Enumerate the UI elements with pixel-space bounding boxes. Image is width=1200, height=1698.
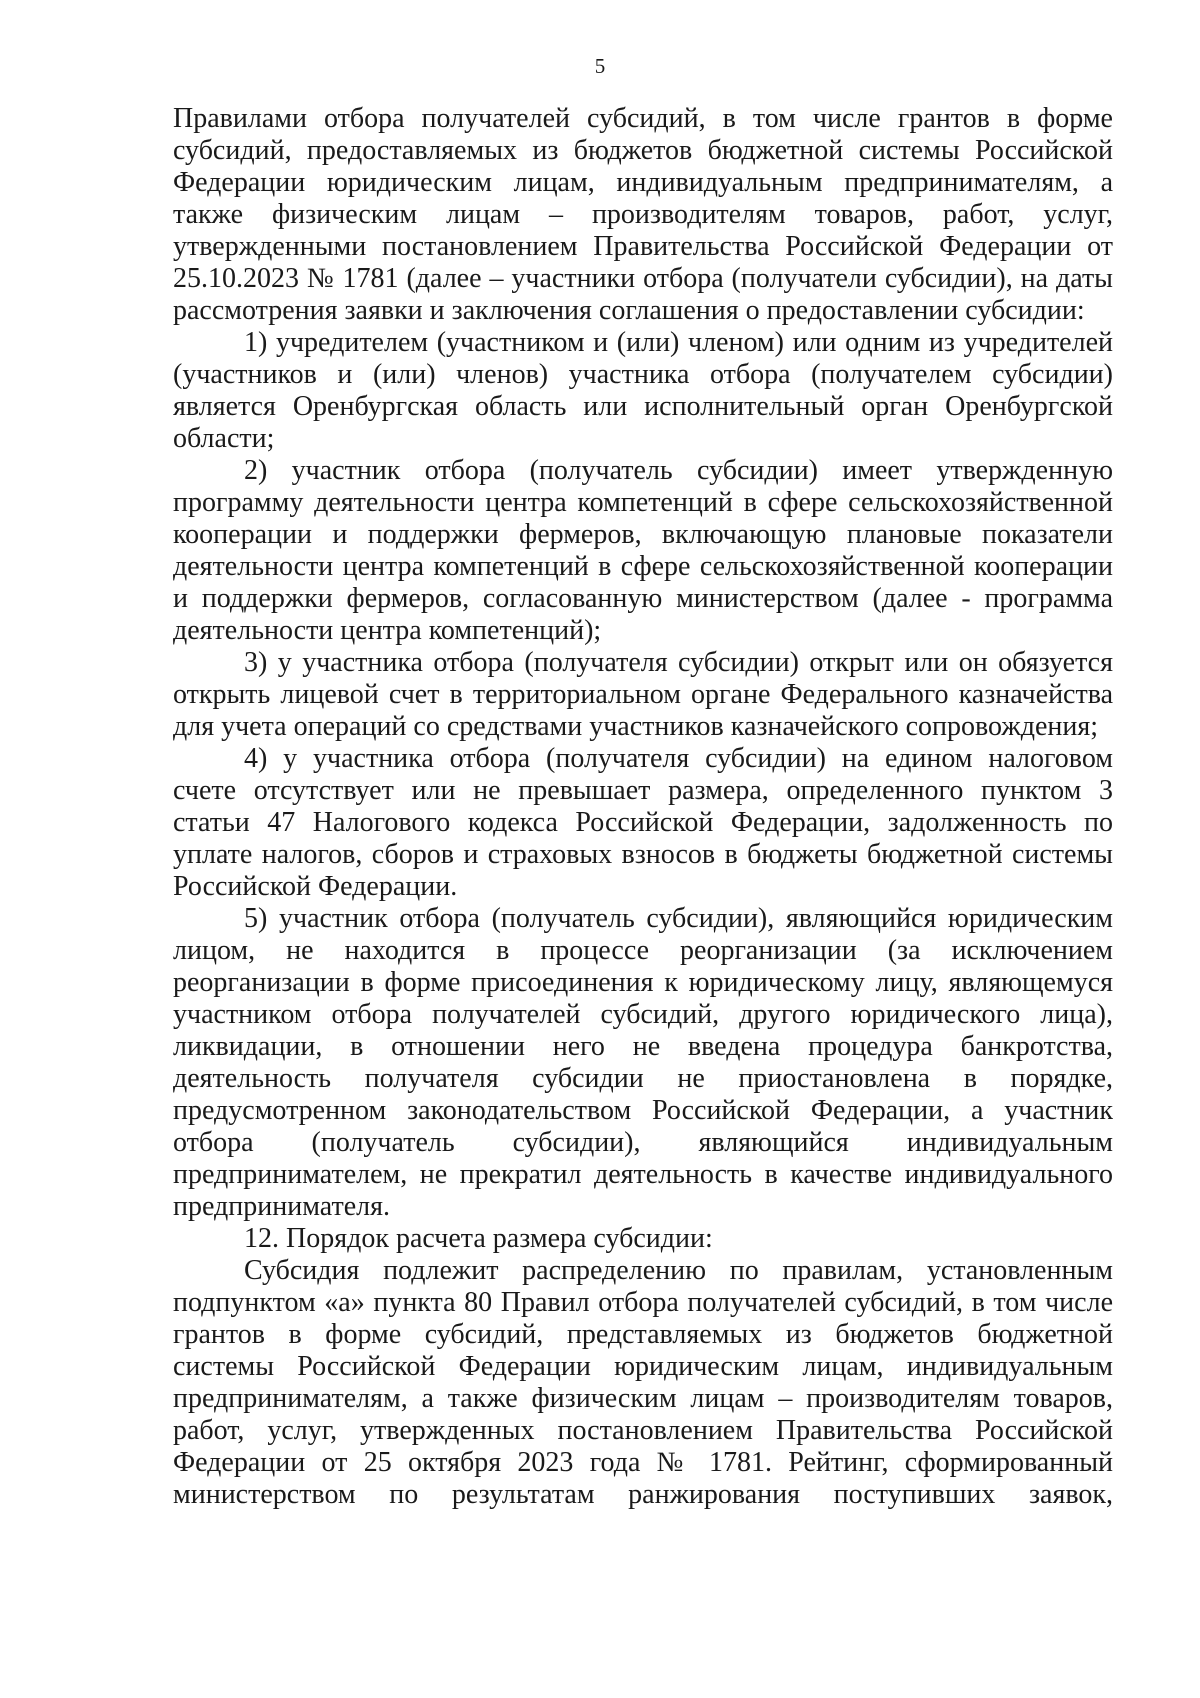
text-line: также физическим лицам – производителям товаров, работ, услуг, [173,199,1113,230]
text-line: предпринимателем, не прекратил деятельность в качестве индивидуального [173,1159,1113,1190]
text-line: Правилами отбора получателей субсидий, в том числе грантов в форме [173,103,1113,134]
text-line: предпринимателя. [173,1191,390,1222]
text-line: предусмотренном законодательством Российской Федерации, а участник [173,1095,1113,1126]
text-line: программу деятельности центра компетенций в сфере сельскохозяйственной [173,487,1113,518]
text-line: открыть лицевой счет в территориальном органе Федерального казначейства [173,679,1113,710]
text-line: предпринимателям, а также физическим лицам – производителям товаров, [173,1383,1113,1414]
text-line: статьи 47 Налогового кодекса Российской Федерации, задолженность по [173,807,1113,838]
text-line: Российской Федерации. [173,871,458,902]
text-line: 25.10.2023 № 1781 (далее – участники отбора (получатели субсидии), на даты [173,263,1113,294]
text-line: деятельности центра компетенций); [173,615,602,646]
text-line: кооперации и поддержки фермеров, включающую плановые показатели [173,519,1113,550]
text-line: 5) участник отбора (получатель субсидии), являющийся юридическим [244,903,1113,934]
text-line: деятельности центра компетенций в сфере сельскохозяйственной кооперации [173,551,1113,582]
text-line: 1) учредителем (участником и (или) членом) или одним из учредителей [244,327,1113,358]
text-line: отбора (получатель субсидии), являющийся индивидуальным [173,1127,1113,1158]
text-line: деятельность получателя субсидии не приостановлена в порядке, [173,1063,1113,1094]
text-line: утвержденными постановлением Правительства Российской Федерации от [173,231,1113,262]
text-line: системы Российской Федерации юридическим лицам, индивидуальным [173,1351,1113,1382]
text-line: субсидий, предоставляемых из бюджетов бюджетной системы Российской [173,135,1113,166]
text-line: Федерации юридическим лицам, индивидуальным предпринимателям, а [173,167,1113,198]
text-line: грантов в форме субсидий, представляемых из бюджетов бюджетной [173,1319,1113,1350]
text-line: реорганизации в форме присоединения к юридическому лицу, являющемуся [173,967,1113,998]
text-line: Федерации от 25 октября 2023 года № 1781. Рейтинг, сформированный [173,1447,1113,1478]
text-line: для учета операций со средствами участников казначейского сопровождения; [173,711,1098,742]
text-line: является Оренбургская область или исполнительный орган Оренбургской [173,391,1113,422]
text-line: участником отбора получателей субсидий, другого юридического лица), [173,999,1113,1030]
text-line: рассмотрения заявки и заключения соглашения о предоставлении субсидии: [173,295,1085,326]
page-number: 5 [594,54,606,78]
text-line: уплате налогов, сборов и страховых взносов в бюджеты бюджетной системы [173,839,1113,870]
document-body [173,103,1113,1511]
text-line: 4) у участника отбора (получателя субсидии) на едином налоговом [244,743,1113,774]
text-line: министерством по результатам ранжирования поступивших заявок, [173,1479,1113,1510]
text-line: 12. Порядок расчета размера субсидии: [244,1223,713,1254]
text-line: лицом, не находится в процессе реорганизации (за исключением [173,935,1113,966]
text-line: Субсидия подлежит распределению по правилам, установленным [244,1255,1113,1286]
text-line: (участников и (или) членов) участника отбора (получателем субсидии) [173,359,1113,390]
text-line: и поддержки фермеров, согласованную министерством (далее - программа [173,583,1113,614]
text-line: подпунктом «а» пункта 80 Правил отбора получателей субсидий, в том числе [173,1287,1113,1318]
text-line: счете отсутствует или не превышает размера, определенного пунктом 3 [173,775,1113,806]
text-line: области; [173,423,275,454]
text-line: ликвидации, в отношении него не введена процедура банкротства, [173,1031,1113,1062]
text-line: 2) участник отбора (получатель субсидии) имеет утвержденную [244,455,1113,486]
text-line: 3) у участника отбора (получателя субсидии) открыт или он обязуется [244,647,1113,678]
text-line: работ, услуг, утвержденных постановлением Правительства Российской [173,1415,1113,1446]
